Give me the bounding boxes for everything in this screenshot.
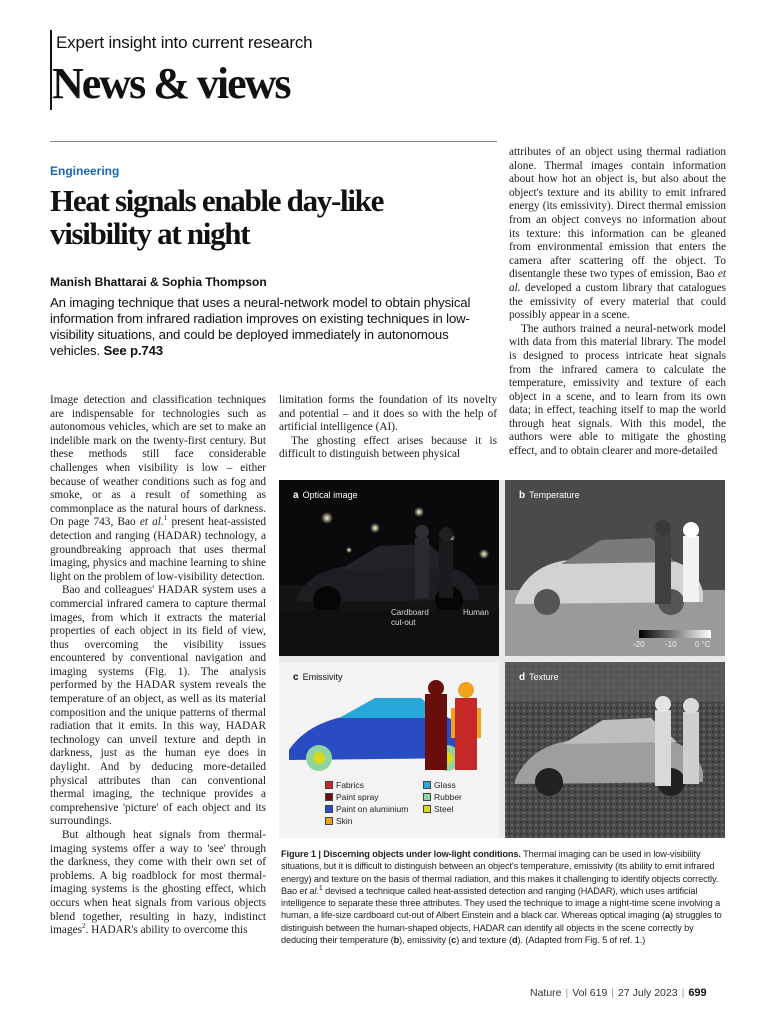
footer-volume: Vol 619 [572,987,608,999]
legend-swatch [325,817,333,825]
legend-label: Fabrics [336,780,364,790]
caption-body: Thermal imaging can be used in low-visibility situations, but it is difficult to distinguish between an object's temperature, emissivity (its ability to emit infrared energy) and texture on the basis of thermal radiation, and this makes it challenging to identify objects correctly. Bao et al.$^1$ devised a technique called heat-assisted detection and ranging (HADAR), which uses artificial intelligence to separate these three attributes. They used the technique to image a night-time scene involving a human, a life-size cardboard cut-out of Albert Einstein and a black car. Whereas optical imaging (a) struggles to distinguish between the human-shaped objects, HADAR can identify all objects in the scene correctly by deducing their temperature (b), emissivity (c) and texture (d). (Adapted from Fig. 5 of ref. 1.) [281,849,722,946]
legend-swatch [325,805,333,813]
body-paragraph: attributes of an object using thermal radiation alone. Thermal images contain information about how hot an object is, but also about the object's texture and its ability to emit infrared energy (its emissivity). Direct thermal emission from an object conveys no information about its texture: this information can be gleaned from environmental emission that enters the camera after scattering off the object. To disentangle these two types of emission, Bao et al. developed a custom library that catalogues the emissivity of every material that could possibly appear in a scene. [509,146,726,322]
legend-label: Paint on aluminium [336,804,409,814]
body-column-2 [279,394,497,462]
legend-swatch [325,781,333,789]
panel-texture [505,662,725,838]
body-paragraph: Bao and colleagues' HADAR system uses a commercial infrared camera to capture thermal images, from which it extracts the material properties of each object in its field of view, thus overcoming the visibility issues encountered by conventional navigation and imaging systems (Fig. 1). The analysis performed by the HADAR system reveals the temperature of an object, as well as its material composition and the unique patterns of thermal radiation that it emits. In this way, HADAR technology can unveil texture and depth in darkness, just as the human eye does in daylight. And by deducing more-detailed physical attributes than can conventional thermal imaging, the technique provides a comprehensive 'picture' of each object and its surroundings. [50,584,266,828]
legend-item [325,804,408,814]
legend-label: Glass [434,780,456,790]
legend-item [423,804,453,814]
article-standfirst [50,295,500,359]
footer-journal: Nature [530,987,562,999]
section-divider [50,141,497,142]
legend-label: Skin [336,816,353,826]
panel-temperature [505,480,725,656]
legend-swatch [423,793,431,801]
page-number: 699 [688,987,707,999]
page-footer: Nature | Vol 619 | 27 July 2023 | 699 [530,987,707,999]
standfirst-link[interactable]: See p.743 [103,343,163,358]
panel-optical-image [279,480,499,656]
standfirst-text: An imaging technique that uses a neural-network model to obtain physical information from infrared radiation improves on existing techniques in low-visibility situations, and could be deployed immediately in autonomous vehicles. [50,295,471,358]
article-headline: Heat signals enable day-like visibility at night [50,183,384,251]
legend-item [325,780,364,790]
panel-d-title: d Texture [519,672,559,683]
legend-item [325,816,353,826]
body-paragraph: limitation forms the foundation of its novelty and potential – and it does so with the help of artificial intelligence (AI). [279,394,497,434]
legend-item [423,792,462,802]
legend-swatch [325,793,333,801]
label-cardboard-cutout: Cardboard cut-out [391,608,429,627]
body-paragraph: The ghosting effect arises because it is difficult to distinguish between physical [279,434,497,461]
masthead-kicker: Expert insight into current research [56,33,313,52]
body-paragraph: Image detection and classification techniques are indispensable for technologies such as autonomous vehicles, which are set to make an indelible mark on the twenty-first century. But these methods still face considerable challenges when visibility is low – either because of weather conditions such as fog and smoke, or as a result of something as commonplace as the natural hours of darkness. On page 743, Bao et al.$^1$ present heat-assisted detection and ranging (HADAR) technology, a groundbreaking approach that uses thermal imaging, physics and machine learning to shine light on the problem of low-visibility detection. [50,394,266,583]
body-column-3 [509,146,726,459]
footer-date: 27 July 2023 [618,987,678,999]
legend-label: Paint spray [336,792,379,802]
legend-item [325,792,379,802]
panel-a-title: a Optical image [293,490,358,501]
legend-swatch [423,805,431,813]
panel-c-title: c Emissivity [293,672,343,683]
legend-swatch [423,781,431,789]
panel-b-title: b Temperature [519,490,580,501]
scale-tick-1: -20 [633,640,645,649]
body-paragraph: But although heat signals from thermal-imaging systems offer a way to 'see' through the darkness, they come with their own set of problems. A big roadblock for most thermal-imaging systems is the ghosting effect, which occurs when heat signals from various objects blend together, resulting in hazy, indistinct images$^2$. HADAR's ability to overcome this [50,829,266,937]
figure-caption [281,848,727,946]
label-human: Human [463,608,489,617]
body-paragraph: The authors trained a neural-network model with data from this material library. The model is designed to process intricate heat signals from the infrared camera to calculate the temperature, emissivity and texture of each object in a scene, and to learn from its own data; in effect, teaching itself to map the world through heat signals. With this model, the authors were able to mitigate the ghosting effect, and to obtain clearer and more-detailed [509,322,726,458]
optical-scene-illustration [279,480,499,656]
caption-title: Figure 1 | Discerning objects under low-light conditions. [281,849,521,859]
scale-tick-3: 0 °C [695,640,711,649]
body-column-1 [50,394,266,938]
figure-1 [279,480,725,838]
temperature-scale-bar [639,630,711,638]
texture-map-illustration [505,662,725,838]
legend-item [423,780,456,790]
legend-label: Rubber [434,792,462,802]
article-authors: Manish Bhattarai & Sophia Thompson [50,275,267,289]
masthead-title: News & views [52,59,290,108]
scale-tick-2: -10 [665,640,677,649]
section-label: Engineering [50,164,120,178]
legend-label: Steel [434,804,454,814]
